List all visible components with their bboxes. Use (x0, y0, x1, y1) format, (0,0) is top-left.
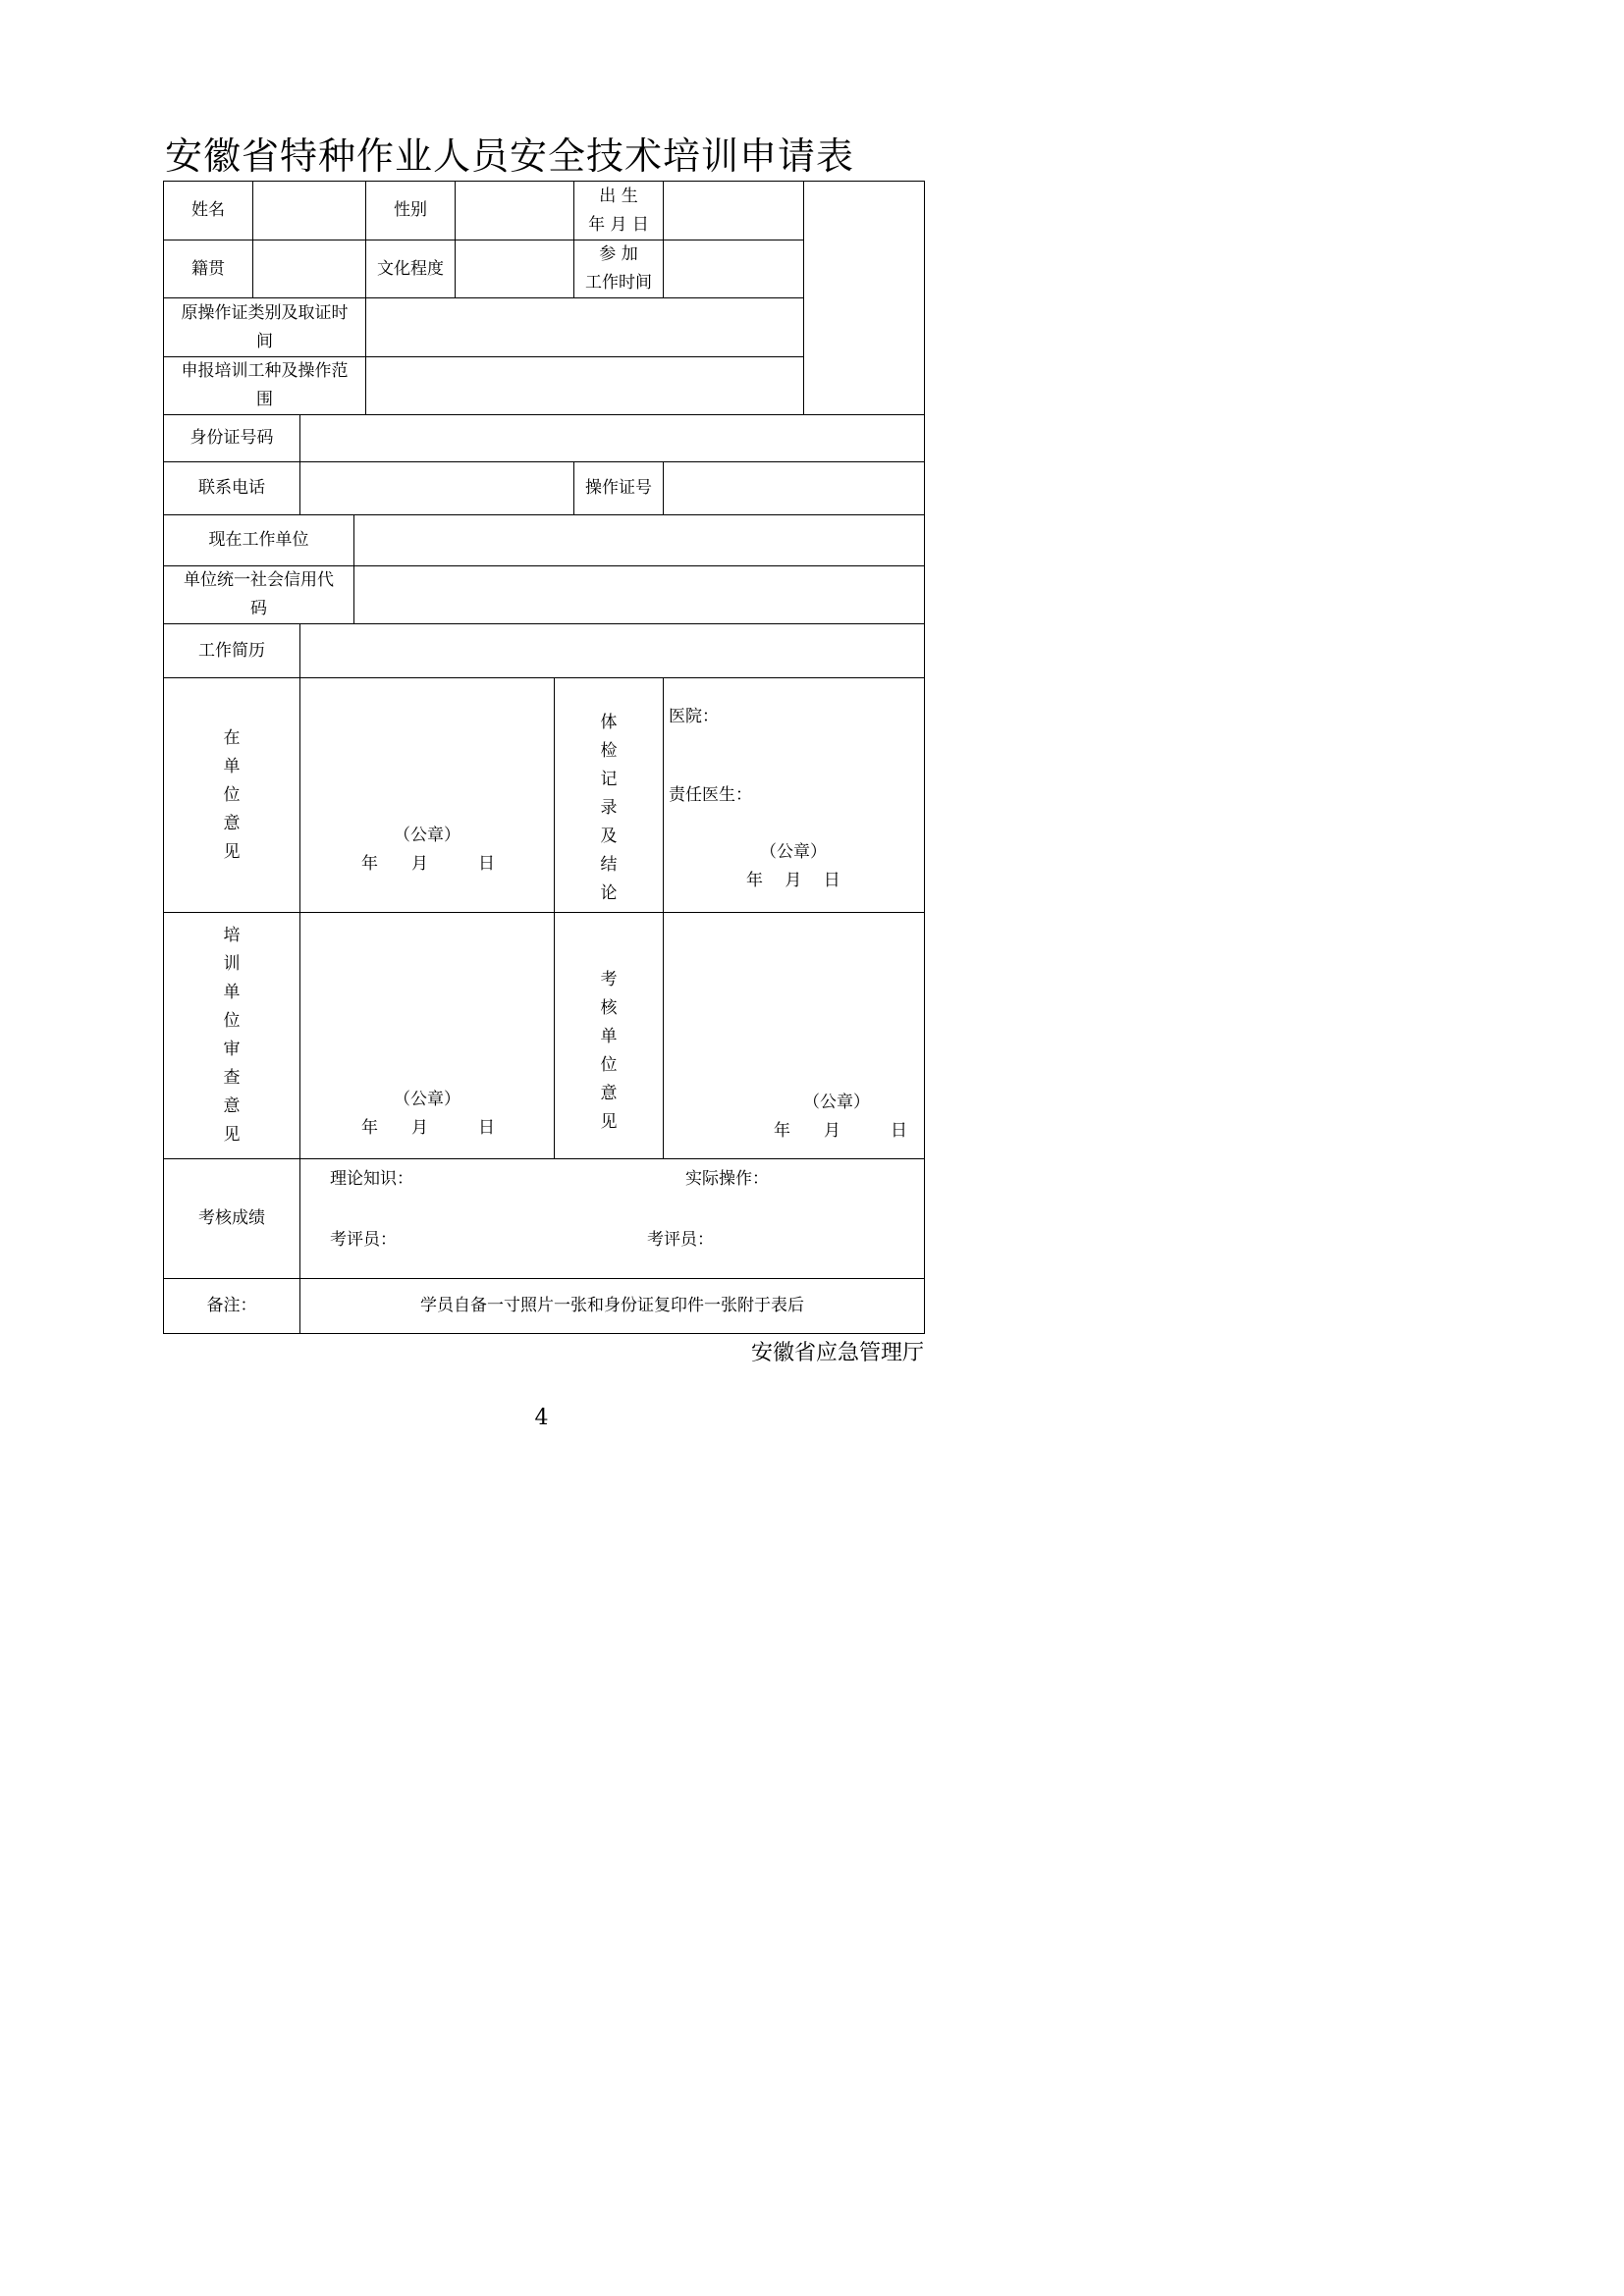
training-review-seal: （公章） (394, 1090, 460, 1109)
remarks-text: 学员自备一寸照片一张和身份证复印件一张附于表后 (420, 1296, 804, 1315)
id-number-label: 身份证号码 (189, 428, 274, 448)
issuing-organization: 安徽省应急管理厅 (750, 1341, 924, 1365)
training-review-char: 审 (223, 1040, 241, 1059)
unit-opinion-date: 年 月 日 (361, 854, 495, 874)
exam-unit-opinion-char: 考 (600, 969, 618, 989)
birth-date-label (574, 182, 663, 240)
resume-label: 工作简历 (198, 640, 265, 661)
apply-training-field[interactable] (366, 357, 803, 414)
unit-opinion-seal: （公章） (394, 826, 460, 845)
work-start-label-line2: 工作时间 (585, 273, 652, 293)
training-review-date: 年 月 日 (361, 1118, 495, 1138)
exam-unit-opinion-char: 意 (600, 1083, 618, 1103)
theory-examiner-label: 考评员： (330, 1230, 397, 1250)
exam-unit-opinion-char: 单 (600, 1026, 618, 1046)
credit-code-label-line1: 单位统一社会信用代 (184, 570, 334, 590)
resume-field[interactable] (300, 624, 924, 677)
birth-date-label-line1: 出 生 (599, 186, 638, 206)
certificate-number-field[interactable] (664, 462, 924, 514)
training-review-char: 训 (223, 954, 241, 974)
remarks-label: 备注： (206, 1296, 257, 1315)
exam-unit-opinion-label (555, 965, 663, 1137)
name-label: 姓名 (191, 200, 225, 220)
name-field[interactable] (253, 182, 365, 240)
physical-exam-seal: （公章） (760, 842, 827, 862)
training-review-char: 见 (223, 1125, 241, 1145)
id-number-field[interactable] (300, 415, 924, 461)
unit-opinion-label (164, 721, 299, 869)
unit-opinion-char: 单 (223, 756, 241, 776)
physical-exam-char: 体 (600, 712, 618, 732)
exam-unit-opinion-char: 位 (600, 1054, 618, 1075)
gender-label: 性别 (394, 200, 427, 220)
employer-label: 现在工作单位 (208, 530, 309, 550)
previous-certificate-label-line2: 间 (256, 331, 273, 351)
physical-exam-char: 结 (600, 854, 618, 875)
exam-unit-opinion-char: 核 (600, 997, 618, 1018)
birth-date-field[interactable] (664, 182, 803, 240)
credit-code-label (164, 566, 353, 623)
native-place-field[interactable] (253, 240, 365, 297)
unit-opinion-char: 位 (223, 784, 241, 805)
previous-certificate-label (164, 298, 365, 356)
exam-unit-opinion-char: 见 (600, 1111, 618, 1132)
unit-opinion-char: 意 (223, 813, 241, 833)
exam-score-label: 考核成绩 (198, 1208, 265, 1228)
physical-exam-char: 记 (600, 769, 618, 789)
training-review-char: 单 (223, 983, 241, 1002)
training-review-char: 查 (223, 1068, 241, 1088)
work-start-label-line1: 参 加 (599, 244, 638, 264)
employer-field[interactable] (354, 515, 924, 565)
page-number: 4 (534, 1406, 549, 1430)
apply-training-label-line1: 申报培训工种及操作范 (181, 361, 349, 381)
doctor-label: 责任医生： (669, 785, 752, 805)
education-field[interactable] (456, 240, 573, 297)
apply-training-label (164, 357, 365, 414)
credit-code-field[interactable] (354, 566, 924, 623)
credit-code-label-line2: 码 (250, 599, 267, 618)
gender-field[interactable] (456, 182, 573, 240)
training-review-char: 培 (223, 926, 241, 945)
work-start-field[interactable] (664, 240, 803, 297)
practice-examiner-label: 考评员： (647, 1230, 714, 1250)
previous-certificate-field[interactable] (366, 298, 803, 356)
physical-exam-char: 检 (600, 740, 618, 761)
phone-field[interactable] (300, 462, 573, 514)
unit-opinion-char: 在 (223, 727, 241, 748)
hospital-label: 医院： (669, 707, 719, 726)
photo-box (804, 182, 924, 414)
physical-exam-char: 论 (600, 882, 618, 903)
native-place-label: 籍贯 (191, 258, 225, 279)
page-title: 安徽省特种作业人员安全技术培训申请表 (165, 134, 855, 178)
physical-exam-char: 录 (600, 797, 618, 818)
physical-exam-char: 及 (600, 826, 618, 846)
phone-label: 联系电话 (198, 478, 265, 498)
unit-opinion-char: 见 (223, 841, 241, 862)
training-review-char: 意 (223, 1096, 241, 1116)
exam-unit-date: 年 月 日 (774, 1121, 907, 1141)
training-review-label (164, 923, 299, 1148)
training-review-char: 位 (223, 1011, 241, 1031)
previous-certificate-label-line1: 原操作证类别及取证时 (181, 302, 349, 323)
physical-exam-label (555, 705, 663, 911)
exam-unit-seal: （公章） (803, 1093, 870, 1112)
birth-date-label-line2: 年 月 日 (588, 214, 649, 235)
apply-training-label-line2: 围 (256, 390, 273, 409)
certificate-number-label: 操作证号 (585, 478, 652, 498)
physical-exam-date: 年 月 日 (746, 871, 840, 890)
practice-label: 实际操作： (685, 1169, 769, 1189)
work-start-label (574, 240, 663, 297)
theory-label: 理论知识： (330, 1169, 413, 1189)
education-label: 文化程度 (377, 258, 444, 279)
